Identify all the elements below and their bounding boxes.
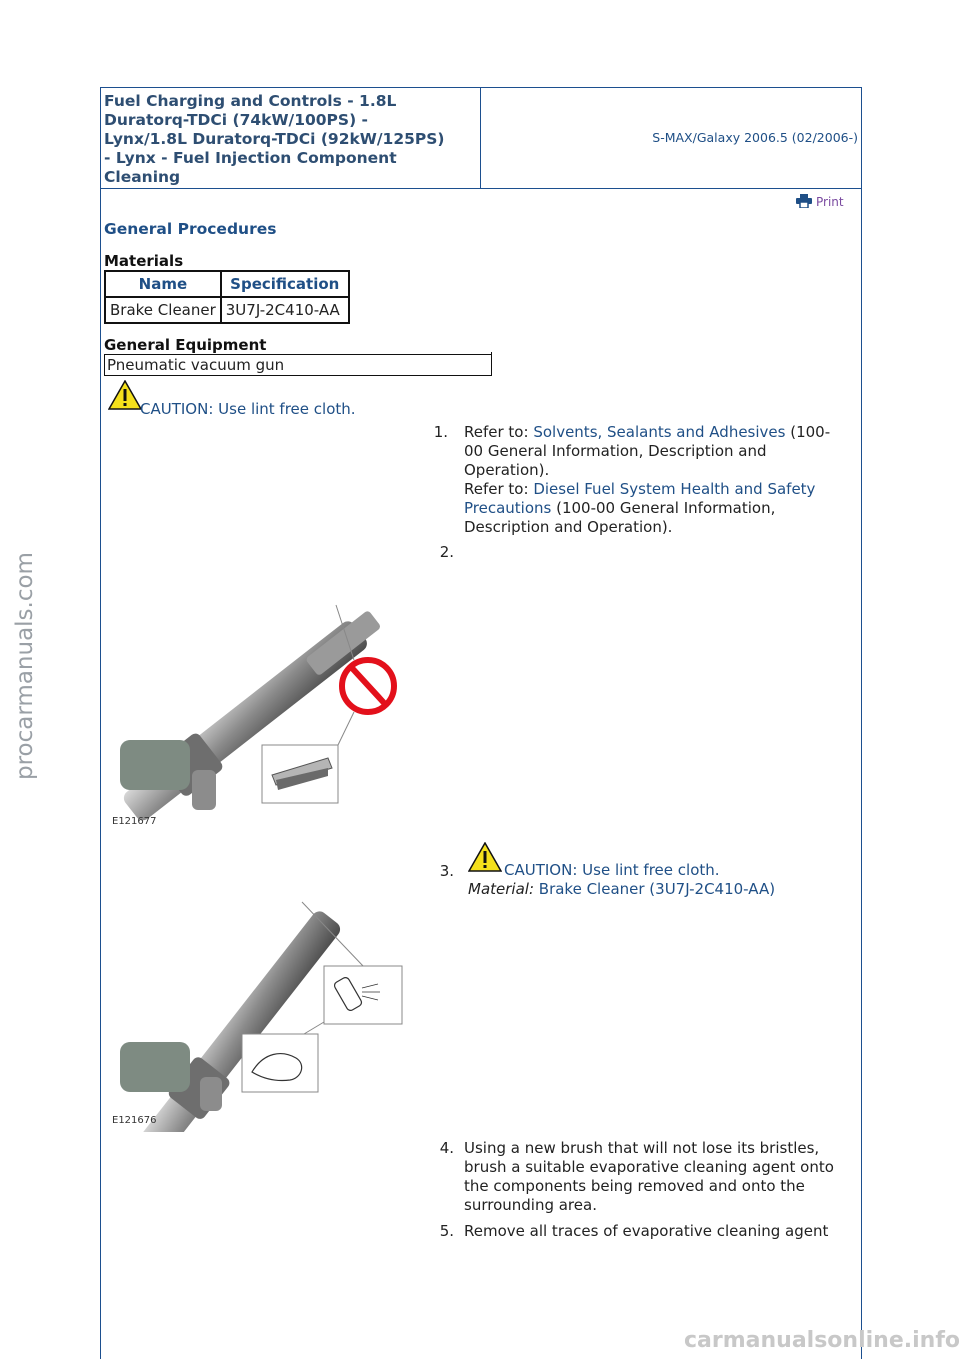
header-divider	[100, 188, 861, 189]
table-cell: Brake Cleaner	[105, 297, 221, 323]
equipment-heading: General Equipment	[104, 336, 267, 354]
step-4-text	[464, 1139, 852, 1215]
caution-text: CAUTION: Use lint free cloth.	[504, 861, 720, 879]
caution-text: CAUTION: Use lint free cloth.	[140, 400, 356, 418]
injector-figure-1	[106, 590, 406, 830]
caution-notice	[108, 380, 356, 418]
ref-text: (100-00 General Information,	[551, 499, 776, 517]
step-number: 4.	[439, 1139, 454, 1157]
ref-text: Operation).	[464, 461, 550, 479]
column-header: Specification	[221, 271, 349, 297]
print-label[interactable]: Print	[816, 195, 844, 209]
table-cell: 3U7J-2C410-AA	[221, 297, 349, 323]
title-line: Fuel Charging and Controls - 1.8L	[104, 92, 397, 110]
title-line: - Lynx - Fuel Injection Component	[104, 149, 397, 167]
title-line: Lynx/1.8L Duratorq-TDCi (92kW/125PS)	[104, 130, 445, 148]
equipment-item: Pneumatic vacuum gun	[104, 354, 492, 376]
warning-icon	[108, 380, 142, 414]
printer-icon	[796, 194, 812, 211]
ref-text: 00 General Information, Description and	[464, 442, 767, 460]
solvents-link[interactable]: Solvents, Sealants and Adhesives	[533, 423, 786, 441]
ref-text: Description and Operation).	[464, 518, 673, 536]
step-number: 3.	[439, 862, 454, 880]
step-number: 1.	[433, 423, 448, 441]
step-line: Using a new brush that will not lose its bristles,	[464, 1139, 820, 1157]
section-title: General Procedures	[104, 220, 277, 238]
diesel-safety-link[interactable]: Precautions	[464, 499, 552, 517]
refer-label: Refer to:	[464, 423, 529, 441]
refer-label: Refer to:	[464, 480, 529, 498]
step-1-text	[464, 423, 852, 537]
step-line: surrounding area.	[464, 1196, 597, 1214]
footer-watermark: carmanualsonline.info	[684, 1328, 960, 1353]
step-number: 2.	[439, 543, 454, 561]
model-label: S-MAX/Galaxy 2006.5 (02/2006-)	[652, 130, 858, 145]
step-line: brush a suitable evaporative cleaning agent onto	[464, 1158, 834, 1176]
table-header-row	[105, 271, 349, 297]
warning-icon	[468, 842, 502, 876]
step-number: 5.	[439, 1222, 454, 1240]
step-line: Remove all traces of evaporative cleaning agent	[464, 1222, 829, 1240]
step-5-text	[464, 1222, 852, 1241]
brake-cleaner-link[interactable]: Brake Cleaner (3U7J-2C410-AA)	[538, 880, 776, 898]
step-line: the components being removed and onto the	[464, 1177, 805, 1195]
title-line: Cleaning	[104, 168, 181, 186]
materials-heading: Materials	[104, 252, 184, 270]
step-3-caution	[468, 842, 720, 879]
diesel-safety-link[interactable]: Diesel Fuel System Health and Safety	[533, 480, 816, 498]
site-watermark	[6, 430, 40, 790]
column-header: Name	[105, 271, 221, 297]
table-row	[105, 297, 349, 323]
svg-text:procarmanuals.com: procarmanuals.com	[12, 552, 38, 780]
figure-id: E121676	[112, 1115, 157, 1126]
title-line: Duratorq-TDCi (74kW/100PS) -	[104, 111, 368, 129]
step-3-material	[468, 880, 856, 899]
materials-table	[104, 270, 350, 324]
table-edge	[491, 352, 492, 360]
injector-figure-2	[106, 892, 406, 1132]
print-link[interactable]	[796, 194, 844, 211]
material-label: Material:	[468, 880, 534, 898]
page-title	[104, 92, 476, 187]
figure-id: E121677	[112, 816, 157, 827]
ref-text: (100-	[785, 423, 831, 441]
